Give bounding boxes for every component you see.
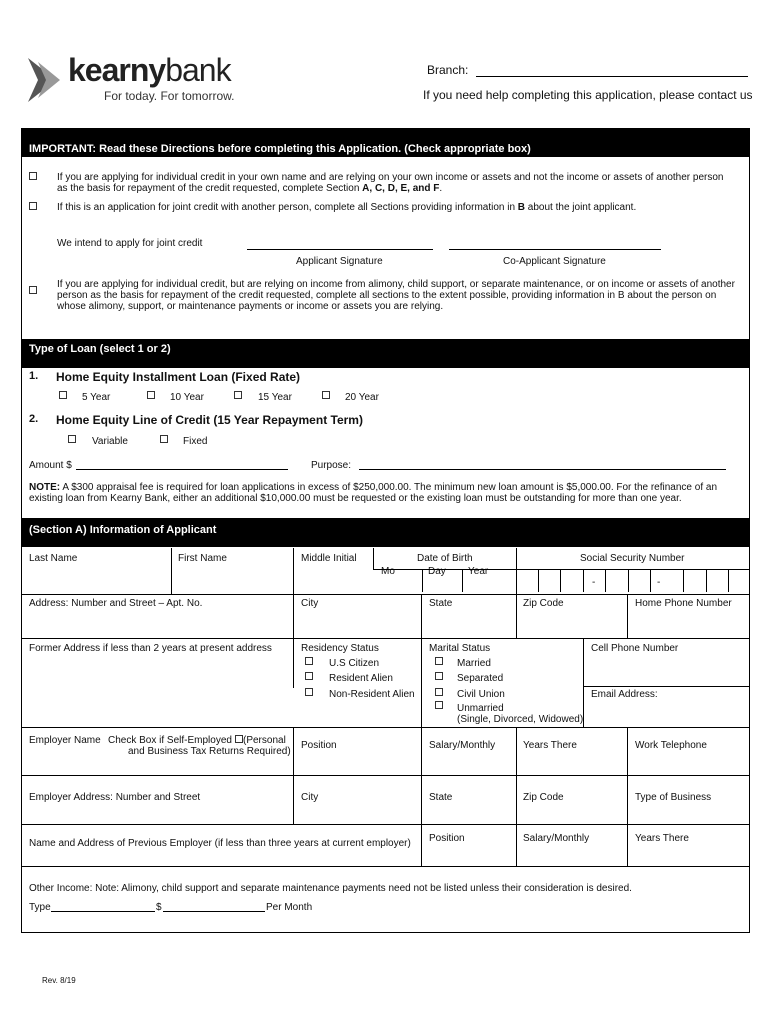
self-employed-text-a: Check Box if Self-Employed [108,735,232,746]
position-label: Position [301,740,337,751]
branch-label: Branch: [427,63,469,77]
directions-header: IMPORTANT: Read these Directions before completing this Application. (Check appropriate box) [22,129,749,157]
former-address-label: Former Address if less than 2 years at present address [29,643,272,654]
dob-year-label: Year [468,566,489,577]
home-equity-installment-label: Home Equity Installment Loan (Fixed Rate) [56,370,301,384]
non-resident-alien-label: Non-Resident Alien [329,689,415,700]
separated-label: Separated [457,673,504,684]
ssn-label: Social Security Number [580,553,685,564]
applicant-signature-line[interactable] [247,249,433,250]
term-5-year-label: 5 Year [82,392,111,403]
term-10-year-label: 10 Year [170,392,204,403]
help-text: If you need help completing this application, please contact us [423,88,753,102]
resident-alien-checkbox[interactable] [305,672,313,680]
rate-fixed-checkbox[interactable] [160,435,168,443]
income-type-field[interactable] [51,911,155,912]
dob-day-label: Day [428,566,446,577]
self-employed-checkbox[interactable] [235,735,243,743]
home-phone-label: Home Phone Number [635,598,732,609]
non-resident-alien-checkbox[interactable] [305,688,313,696]
married-checkbox[interactable] [435,657,443,665]
last-name-label: Last Name [29,553,78,564]
loan-type-header: Type of Loan (select 1 or 2) [22,339,749,368]
branch-field[interactable] [476,76,748,77]
relying-on-other-income-checkbox[interactable] [29,286,37,294]
applicant-signature-label: Applicant Signature [296,256,383,267]
section-a-header: (Section A) Information of Applicant [22,518,749,547]
salary-monthly-label: Salary/Monthly [429,740,496,751]
per-month-label: Per Month [266,902,313,913]
previous-years-there-label: Years There [635,833,689,844]
ssn-dash-1: - [592,577,596,588]
self-employed-text-b: (Personal [243,735,286,746]
resident-alien-label: Resident Alien [329,673,393,684]
kearny-logo-icon [26,58,66,102]
address-label: Address: Number and Street – Apt. No. [29,598,203,609]
logo-tagline: For today. For tomorrow. [104,89,235,103]
term-5-year-checkbox[interactable] [59,391,67,399]
rate-variable-label: Variable [92,436,128,447]
revision-label: Rev. 8/19 [42,976,76,985]
unmarried-label: Unmarried [457,703,504,714]
option2-text: If this is an application for joint credit with another person, complete all Sections providing information in B about the joint applicant. [57,202,637,213]
amount-label: Amount $ [29,460,72,471]
term-10-year-checkbox[interactable] [147,391,155,399]
loan-item1-number: 1. [29,370,39,382]
ssn-dash-2: - [657,577,661,588]
income-dollar-label: $ [156,902,162,913]
us-citizen-label: U.S Citizen [329,658,380,669]
term-15-year-checkbox[interactable] [234,391,242,399]
us-citizen-checkbox[interactable] [305,657,313,665]
cell-phone-label: Cell Phone Number [591,643,679,654]
purpose-label: Purpose: [311,460,352,471]
employer-city-label: City [301,792,319,803]
employer-state-label: State [429,792,453,803]
option1-text: If you are applying for individual credit in your own name and are relying on your own income or assets and not the income or assets of another person as the basis for repayment of the credit requested, complete Section A, C, D, E, and F. [57,172,724,194]
state-label: State [429,598,453,609]
term-20-year-label: 20 Year [345,392,379,403]
previous-position-label: Position [429,833,465,844]
loan-item2-number: 2. [29,413,39,425]
marital-status-label: Marital Status [429,643,491,654]
residency-status-label: Residency Status [301,643,379,654]
civil-union-checkbox[interactable] [435,688,443,696]
individual-credit-checkbox[interactable] [29,172,37,180]
first-name-label: First Name [178,553,227,564]
term-15-year-label: 15 Year [258,392,292,403]
option3-text: If you are applying for individual credit, but are relying on income from alimony, child support, or separate maintenance, or on income or assets of another person as the basis for repayment of the credit requested, complete all sections to the extent possible, providing information in B about the person on whose alimony, support, or maintenance payments or income or assets you are relying. [57,279,735,312]
unmarried-checkbox[interactable] [435,701,443,709]
logo-wordmark: kearnybank [68,52,231,88]
purpose-field[interactable] [359,469,726,470]
middle-initial-label: Middle Initial [301,553,357,564]
term-20-year-checkbox[interactable] [322,391,330,399]
years-there-label: Years There [523,740,577,751]
employer-address-label: Employer Address: Number and Street [29,792,201,803]
previous-employer-label: Name and Address of Previous Employer (if less than three years at current employer) [29,838,411,849]
zip-label: Zip Code [523,598,564,609]
work-telephone-label: Work Telephone [635,740,707,751]
dob-label: Date of Birth [417,553,473,564]
city-label: City [301,598,319,609]
joint-intent-text: We intend to apply for joint credit [57,238,203,249]
civil-union-label: Civil Union [457,689,505,700]
income-type-label: Type [29,902,51,913]
employer-zip-label: Zip Code [523,792,564,803]
separated-checkbox[interactable] [435,672,443,680]
email-label: Email Address: [591,689,658,700]
other-income-note: Other Income: Note: Alimony, child support and separate maintenance payments need not be listed unless their consideration is desired. [29,883,632,894]
joint-credit-checkbox[interactable] [29,202,37,210]
previous-salary-label: Salary/Monthly [523,833,590,844]
married-label: Married [457,658,491,669]
employer-name-label: Employer Name [29,735,101,746]
dob-month-label: Mo [381,566,395,577]
coapplicant-signature-label: Co-Applicant Signature [503,256,606,267]
coapplicant-signature-line[interactable] [449,249,661,250]
amount-field[interactable] [76,469,288,470]
income-amount-field[interactable] [163,911,265,912]
rate-fixed-label: Fixed [183,436,208,447]
self-employed-text-c: and Business Tax Returns Required) [128,746,291,757]
appraisal-note: NOTE: A $300 appraisal fee is required for loan applications in excess of $250,000.00. The minimum new loan amount is $5,000.00. For the refinance of an existing loan from Kearny Bank, either an additional $10,000.00 must be requested or the existing loan must be outstanding for more than one year. [29,482,717,504]
unmarried-note: (Single, Divorced, Widowed) [457,714,584,725]
home-equity-line-label: Home Equity Line of Credit (15 Year Repayment Term) [56,413,363,427]
type-of-business-label: Type of Business [635,792,712,803]
rate-variable-checkbox[interactable] [68,435,76,443]
